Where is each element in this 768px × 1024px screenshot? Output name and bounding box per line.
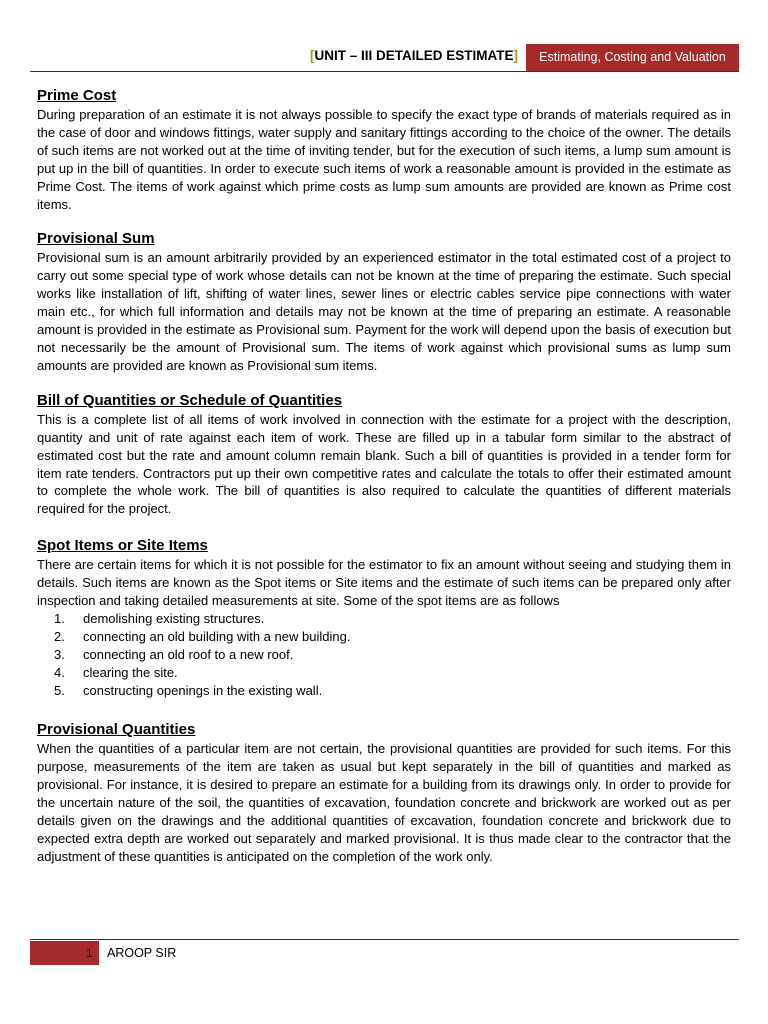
- section-title: Provisional Quantities: [37, 721, 196, 739]
- section-spot-items: [37, 536, 731, 699]
- list-item: 5. constructing openings in the existing wall.: [54, 682, 323, 698]
- page-number: 1: [86, 946, 93, 960]
- section-prime-cost: [37, 86, 731, 213]
- list-item: 3. connecting an old roof to a new roof.: [54, 646, 294, 662]
- list-item: 2. connecting an old building with a new building.: [54, 628, 351, 644]
- unit-title: [UNIT – III DETAILED ESTIMATE]: [309, 48, 518, 63]
- section-paragraph: Provisional sum is an amount arbitrarily provided by an experienced estimator in the total estimated cost of a project to carry out some special type of work whose details can not be known at the time of preparing the estimate. Such special works like installation of lift, shifting of water lines, sewer lines or electric cables service pipe connections with water main etc., for which full information and details may not be known at the time of preparing an estimate. A reasonable amount is provided in the estimate as Provisional sum. Payment for the work will depend upon the basis of execution but not necessarily be the amount of Provisional sum. The items of work against which provisional sums as lump sum amounts are provided are known as Provisional sum items.: [37, 250, 731, 373]
- section-paragraph: When the quantities of a particular item are not certain, the provisional quantities are provided for such items. For this purpose, measurements of the item are taken as usual but kept separately in the bill of quantities and marked as provisional. For instance, it is desired to prepare an estimate for a building from its drawings only. In order to provide for the uncertain nature of the soil, the quantities of excavation, foundation concrete and brickwork are worked out as per details given on the drawings and the additional quantities of excavation, foundation concrete and brickwork due to expected extra depth are worked out separately and marked provisional. It is thus made clear to the contractor that the adjustment of these quantities is anticipated on the completion of the work only.: [37, 741, 731, 864]
- section-bill-of-quantities: [37, 391, 731, 518]
- section-provisional-sum: [37, 229, 731, 374]
- section-title: Provisional Sum: [37, 230, 155, 248]
- section-paragraph: There are certain items for which it is not possible for the estimator to fix an amount without seeing and studying them in details. Such items are known as the Spot items or Site items and the estimate of such items can be prepared only after inspection and taking detailed measurements at site. Some of the spot items are as follows: [37, 557, 731, 609]
- subject-banner: Estimating, Costing and Valuation: [526, 44, 739, 71]
- list-item: 4. clearing the site.: [54, 664, 178, 680]
- page-header: [30, 44, 739, 72]
- section-paragraph: This is a complete list of all items of work involved in connection with the estimate for a project with the description, quantity and unit of rate against each item of work. These are filled up in a tabular form similar to the abstract of estimated cost but the rate and amount column remain blank. Such a bill of quantities is provided in a tender form for item rate tenders. Contractors put up their own competitive rates and calculate the totals to offer their estimated amount to complete the whole work. The bill of quantities is also required to calculate the quantities of different materials required for the project.: [37, 411, 731, 517]
- page-footer: [30, 939, 739, 960]
- author-name: AROOP SIR: [107, 946, 177, 960]
- section-title: Bill of Quantities or Schedule of Quantities: [37, 391, 343, 409]
- section-title: Spot Items or Site Items: [37, 537, 208, 555]
- section-paragraph: During preparation of an estimate it is not always possible to specify the exact type of brands of materials required as in the case of door and windows fittings, water supply and sanitary fittings according to the choice of the owner. The details of such items are not worked out at the time of inviting tender, but for the execution of such items, a lump sum amount is put up in the bill of quantities. In order to execute such items of work a reasonable amount is provided in the estimate as Prime Cost. The items of work against which prime costs as lump sum amounts are provided are known as Prime cost items.: [37, 107, 731, 212]
- section-provisional-quantities: [37, 720, 731, 865]
- spot-items-list: [37, 610, 731, 700]
- list-item: 1. demolishing existing structures.: [54, 610, 265, 626]
- document-body: [37, 86, 731, 882]
- section-title: Prime Cost: [37, 87, 117, 104]
